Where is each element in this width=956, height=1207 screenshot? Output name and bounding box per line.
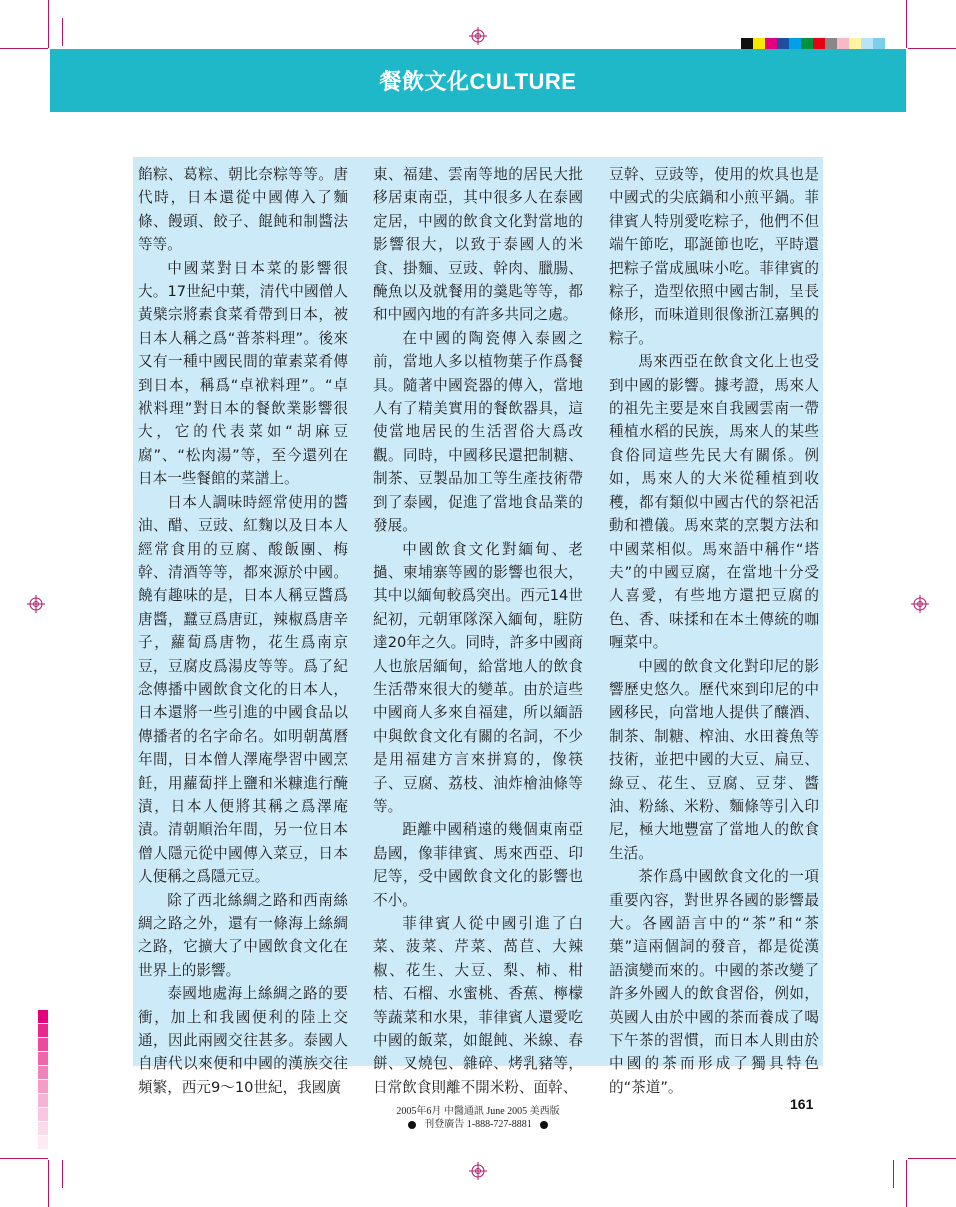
paragraph: 豆幹、豆豉等，使用的炊具也是中國式的尖底鍋和小煎平鍋。菲律賓人特別愛吃粽子，他們不但端午節吃，耶誕節也吃，平時還把粽子當成風味小吃。菲律賓的粽子，造型依照中國古制，呈長條形，而味道則很像浙江嘉興的粽子。 [609,166,819,347]
paragraph: 泰國地處海上絲綢之路的要衝，加上和我國便利的陸上交通，因此兩國交往甚多。泰國人自唐代以來便和中國的漢族交往頻繁，西元9～10世紀，我國廣 [138,985,348,1096]
bullet-icon [540,1121,548,1129]
paragraph: 餡粽、葛粽、朝比奈粽等等。唐代時，日本還從中國傳入了麵條、饅頭、餃子、餛飩和制醬法等等。 [138,166,348,254]
paragraph: 日本人調味時經常使用的醬油、醋、豆豉、紅麴以及日本人經常食用的豆腐、酸飯團、梅幹、清酒等等，都來源於中國。饒有趣味的是，日本人稱豆醬爲唐醬，蠶豆爲唐豇，辣椒爲唐辛子，蘿蔔爲唐物，花生爲南京豆，豆腐皮爲湯皮等等。爲了紀念傳播中國飲食文化的日本人，日本還將一些引進的中國食品以傳播者的名字命名。如明朝萬曆年間，日本僧人澤庵學習中國烹飪，用蘿蔔拌上鹽和米糠進行醃漬，日本人便將其稱之爲澤庵漬。清朝順治年間，另一位日本僧人隱元從中國傳入菜豆，日本人便稱之爲隱元豆。 [138,493,348,886]
crop-mark [62,1160,63,1188]
paragraph: 菲律賓人從中國引進了白菜、菠菜、芹菜、萵苣、大辣椒、花生、大豆、梨、柿、柑桔、石榴、水蜜桃、香蕉、檸檬等蔬菜和水果，菲律賓人還愛吃中國的飯菜，如餛飩、米線、春餅、叉燒包、雜碎、烤乳豬等，日常飲食則離不開米粉、面幹、 [373,915,583,1096]
paragraph: 東、福建、雲南等地的居民大批移居東南亞，其中很多人在泰國定居，中國的飲食文化對當地的影響很大，以致于泰國人的米食、掛麵、豆豉、幹肉、臘腸、醃魚以及就餐用的羹匙等等，都和中國內地的有許多共同之處。 [373,166,583,324]
crop-mark [906,1160,907,1207]
registration-target-icon [27,595,45,613]
crop-mark [906,0,907,48]
footer-publication-line: 2005年6月 中醫通訊 June 2005 美西版 [396,1106,560,1117]
registration-target-icon [469,27,487,45]
page-number: 161 [790,1096,814,1112]
crop-mark [48,1160,49,1207]
article-panel [133,157,823,1096]
article-column-3 [609,163,819,1099]
crop-mark [0,48,48,49]
article-column-2 [373,163,583,1099]
paragraph: 除了西北絲綢之路和西南絲綢之路之外，還有一條海上絲綢之路，它擴大了中國飲食文化在世界上的影響。 [138,891,348,979]
title-latin: CULTURE [469,69,577,94]
footer-ad-line [0,1118,956,1131]
registration-target-icon [911,595,929,613]
section-header [50,49,906,112]
footer-ad-text: 刊登廣告 1-888-727-8881 [424,1119,532,1130]
paragraph: 中國的飲食文化對印尼的影響歷史悠久。歷代來到印尼的中國移民，向當地人提供了釀酒、制茶、制糖、榨油、水田養魚等技術，並把中國的大豆、扁豆、綠豆、花生、豆腐、豆芽、醬油、粉絲、米粉、麵條等引入印尼，極大地豐富了當地人的飲食生活。 [609,657,819,862]
page-title [380,65,577,96]
registration-target-icon [469,1162,487,1180]
article-column-1 [138,163,348,1099]
crop-mark [0,1158,48,1159]
crop-mark [908,1158,956,1159]
print-color-bar [741,38,885,49]
paragraph: 馬來西亞在飲食文化上也受到中國的影響。據考證，馬來人的祖先主要是來自我國雲南一帶種植水稻的民族，馬來人的某些食俗同這些先民大有關係。例如，馬來人的大米從種植到收穫，都有類似中國古代的祭祀活動和禮儀。馬來菜的烹製方法和中國菜相似。馬來語中稱作“塔夫”的中國豆腐，在當地十分受人喜愛，有些地方還把豆腐的色、香、味揉和在本土傳統的咖喱菜中。 [609,353,819,652]
crop-mark [893,1160,894,1188]
crop-mark [62,18,63,46]
paragraph: 中國菜對日本菜的影響很大。17世紀中葉，清代中國僧人黃檗宗將素食菜肴帶到日本，被日本人稱之爲“普茶料理”。後來又有一種中國民間的葷素菜肴傳到日本，稱爲“卓袱料理”。“卓袱料理”對日本的餐飲業影響很大，它的代表菜如“胡麻豆腐”、“松肉湯”等，至今還列在日本一些餐館的菜譜上。 [138,259,348,488]
crop-mark [908,48,956,49]
paragraph: 在中國的陶瓷傳入泰國之前，當地人多以植物葉子作爲餐具。隨著中國瓷器的傳入，當地人有了精美實用的餐飲器具，這使當地居民的生活習俗大爲改觀。同時，中國移民還把制糖、制茶、豆製品加工等生產技術帶到了泰國，促進了當地食品業的發展。 [373,329,583,535]
crop-mark [48,0,49,48]
paragraph: 茶作爲中國飲食文化的一項重要內容，對世界各國的影響最大。各國語言中的“茶”和“茶葉”這兩個詞的發音，都是從漢語演變而來的。中國的茶改變了許多外國人的飲食習俗，例如，英國人由於中國的茶而養成了喝下午茶的習慣，而日本人則由於中國的茶而形成了獨具特色的“茶道”。 [609,868,819,1096]
paragraph: 中國飲食文化對緬甸、老撾、柬埔寨等國的影響也很大，其中以緬甸較爲突出。西元14世紀初，元朝軍隊深入緬甸，駐防達20年之久。同時，許多中國商人也旅居緬甸，給當地人的飲食生活帶來很大的變革。由於這些中國商人多來自福建，所以緬語中與飲食文化有關的名詞，不少是用福建方言來拼寫的，像筷子、豆腐、荔枝、油炸檜油條等等。 [373,540,583,815]
bullet-icon [408,1121,416,1129]
footer [0,1105,956,1131]
title-cjk: 餐飲文化 [379,70,470,95]
paragraph: 距離中國稍遠的幾個東南亞島國，像菲律賓、馬來西亞、印尼等，受中國飲食文化的影響也不小。 [373,821,583,909]
